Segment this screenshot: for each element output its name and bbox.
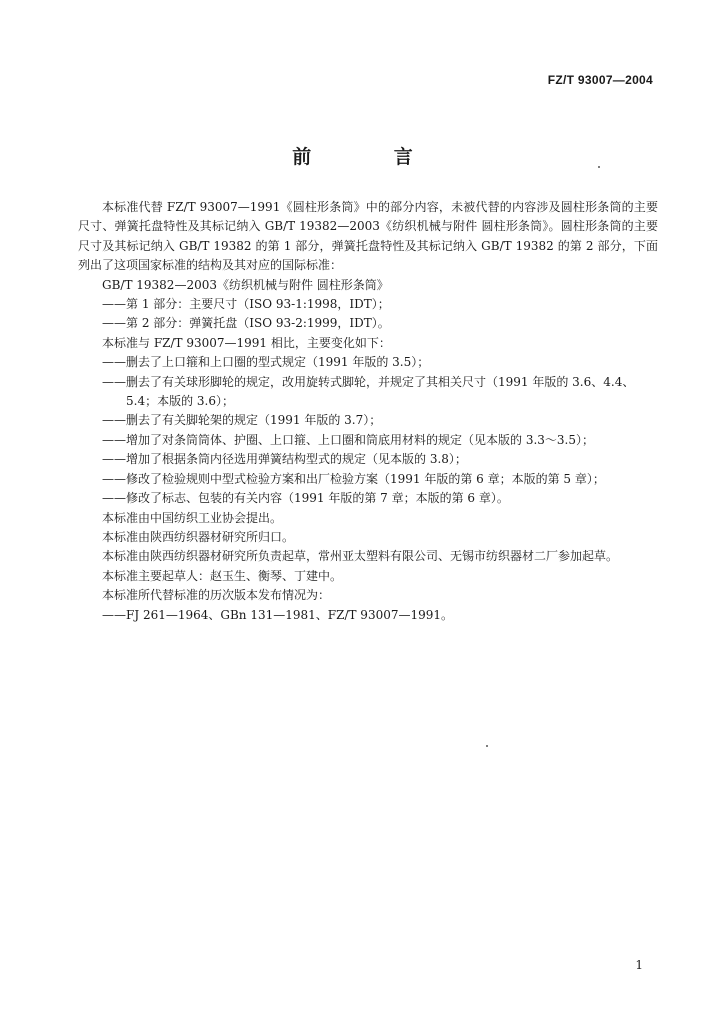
change-item-7: ——修改了标志、包装的有关内容（1991 年版的第 7 章；本版的第 6 章）。 — [102, 491, 509, 506]
change-item-4: ——增加了对条筒筒体、护圈、上口箍、上口圈和筒底用材料的规定（见本版的 3.3～3.5）； — [102, 432, 594, 447]
change-item-3: ——删去了有关脚轮架的规定（1991 年版的 3.7）； — [102, 413, 382, 428]
foreword-body — [78, 198, 658, 625]
paragraph-proposer: 本标准由中国纺织工业协会提出。 — [102, 510, 283, 525]
scan-speck — [486, 745, 488, 747]
change-item-5: ——增加了根据条筒内径选用弹簧结构型式的规定（见本版的 3.8）； — [102, 452, 467, 467]
standard-number: FZ/T 93007—2004 — [547, 73, 653, 87]
page-title: 前 言 — [292, 146, 451, 168]
page-number: 1 — [635, 958, 643, 972]
paragraph-changes-intro: 本标准与 FZ/T 93007—1991 相比，主要变化如下： — [102, 335, 391, 350]
change-item-2: ——删去了有关球形脚轮的规定，改用旋转式脚轮，并规定了其相关尺寸（1991 年版的 3.6、4.4、 — [102, 374, 635, 389]
history-item: ——FJ 261—1964、GBn 131—1981、FZ/T 93007—1991。 — [102, 607, 454, 622]
paragraph-centralized: 本标准由陕西纺织器材研究所归口。 — [102, 529, 295, 544]
paragraph-standard-title: GB/T 19382—2003《纺织机械与附件 圆柱形条筒》 — [102, 277, 389, 292]
paragraph-drafters: 本标准主要起草人：赵玉生、衡琴、丁建中。 — [102, 568, 343, 583]
scan-speck — [598, 166, 600, 168]
paragraph-history-intro: 本标准所代替标准的历次版本发布情况为： — [102, 588, 331, 603]
change-item-2-continued: 5.4；本版的 3.6）； — [126, 394, 234, 409]
paragraph-drafting-units: 本标准由陕西纺织器材研究所负责起草，常州亚太塑料有限公司、无锡市纺织器材二厂参加起草。 — [102, 549, 619, 564]
paragraph-replacement: 本标准代替 FZ/T 93007—1991《圆柱形条筒》中的部分内容，未被代替的内容涉及圆柱形条筒的主要尺寸、弹簧托盘特性及其标记纳入 GB/T 19382—2003《纺织机械与附件 圆柱形条筒》。圆柱形条筒的主要尺寸及其标记纳入 GB/T 19382 的第 1 部分，弹簧托盘特性及其标记纳入 GB/T 19382 的第 2 部分，下面列出了这项国家标准的结构及其对应的国际标准： — [78, 200, 658, 273]
list-item-part2: ——第 2 部分：弹簧托盘（ISO 93-2:1999，IDT）。 — [102, 316, 390, 331]
change-item-6: ——修改了检验规则中型式检验方案和出厂检验方案（1991 年版的第 6 章；本版的第 5 章）； — [102, 471, 605, 486]
list-item-part1: ——第 1 部分：主要尺寸（ISO 93-1:1998，IDT）； — [102, 297, 390, 312]
change-item-1: ——删去了上口箍和上口圈的型式规定（1991 年版的 3.5）； — [102, 355, 430, 370]
